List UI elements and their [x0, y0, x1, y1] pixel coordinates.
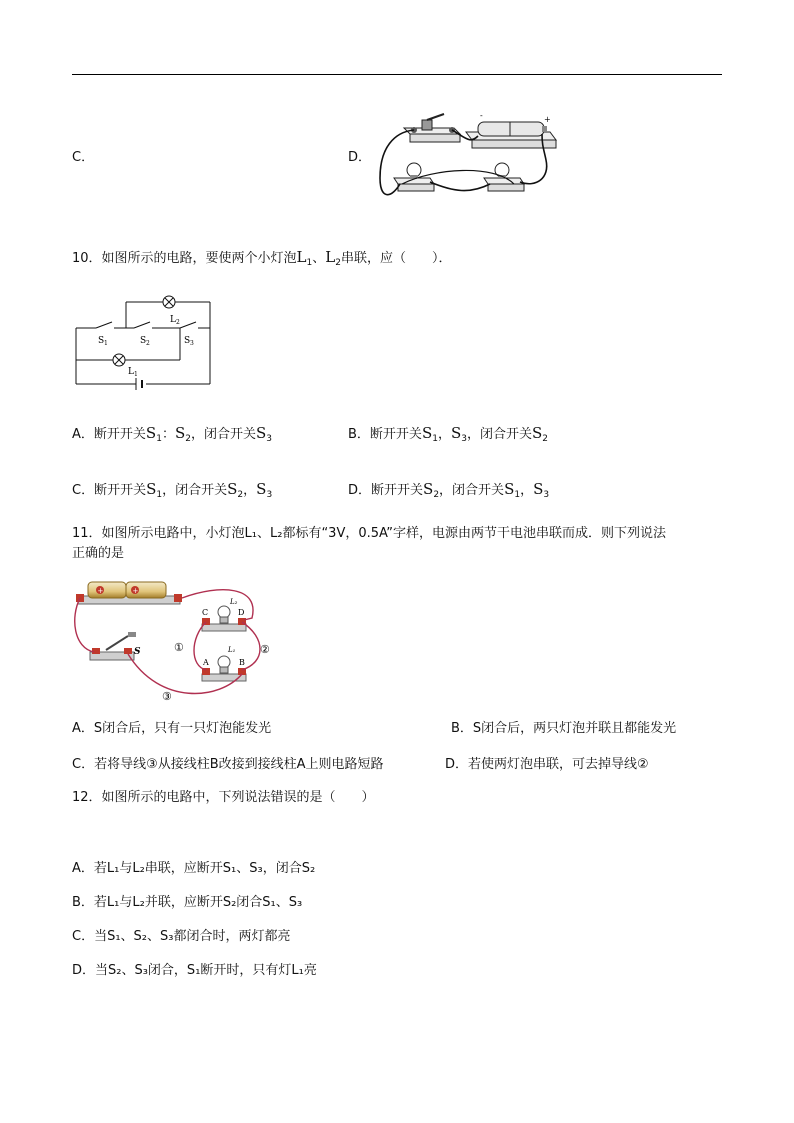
q10-circuit-diagram: [72, 292, 214, 390]
battery-minus-label: -: [480, 111, 483, 120]
wire-1-label: ①: [174, 641, 184, 654]
terminal-a: A: [203, 658, 209, 667]
q11-circuit-figure: [70, 578, 280, 708]
lamp-l2-label: L₂: [230, 598, 238, 606]
q12-option-d: D．当S₂、S₃闭合，S₁断开时，只有灯L₁亮: [72, 963, 317, 978]
label-s3: S: [184, 336, 191, 346]
q10-option-a: A．断开开关$S_1$：$S_2$，闭合开关$S_3$: [72, 424, 272, 444]
q10-stem: 10．如图所示的电路，要使两个小灯泡$L_1$、$L_2$串联，应（ ）．: [72, 248, 452, 268]
q10-option-b: B．断开开关$S_1$，$S_3$，闭合开关$S_2$: [348, 424, 549, 444]
label-s2-sub: 2: [146, 340, 150, 347]
q10-option-c: C．断开开关$S_1$，闭合开关$S_2$，$S_3$: [72, 480, 273, 500]
q12-option-b: B．若L₁与L₂并联，应断开S₂闭合S₁、S₃: [72, 895, 303, 910]
battery-plus-label: +: [544, 115, 551, 124]
q11-option-a: A．S闭合后，只有一只灯泡能发光: [72, 721, 272, 736]
switch-label: S: [134, 647, 141, 657]
lamp-l1-label: L₁: [228, 646, 236, 654]
label-s3-sub: 3: [190, 340, 194, 347]
q12-stem: 12．如图所示的电路中，下列说法错误的是（ ）: [72, 790, 375, 805]
q12-option-c: C．当S₁、S₂、S₃都闭合时，两灯都亮: [72, 929, 291, 944]
terminal-b: B: [239, 658, 245, 667]
q11-stem-line1: 11．如图所示电路中，小灯泡L₁、L₂都标有“3V，0.5A”字样，电源由两节干电池串联而成．则下列说法: [72, 526, 667, 541]
q9-option-c: C．: [72, 150, 95, 165]
wire-3-label: ③: [162, 690, 172, 703]
label-l1: L: [128, 367, 134, 377]
q11-stem-line2: 正确的是: [72, 546, 125, 561]
label-s1: S: [98, 336, 105, 346]
label-l1-sub: 1: [134, 371, 138, 378]
q9-option-d: D．: [348, 150, 372, 165]
label-l2: L: [170, 315, 176, 325]
q11-option-d: D．若使两灯泡串联，可去掉导线②: [445, 757, 649, 772]
q11-option-b: B．S闭合后，两只灯泡并联且都能发光: [451, 721, 677, 736]
header-rule: [72, 74, 722, 75]
label-s1-sub: 1: [104, 340, 108, 347]
label-s2: S: [140, 336, 147, 346]
wire-2-label: ②: [260, 643, 270, 656]
terminal-c: C: [202, 608, 209, 617]
q11-option-c: C．若将导线③从接线柱B改接到接线柱A上则电路短路: [72, 757, 384, 772]
q10-option-d: D．断开开关$S_2$，闭合开关$S_1$，$S_3$: [348, 480, 550, 500]
q9-figure-d: [374, 108, 560, 204]
q12-option-a: A．若L₁与L₂串联，应断开S₁、S₃，闭合S₂: [72, 861, 316, 876]
battery2-plus: +: [132, 587, 139, 595]
battery1-plus: +: [97, 587, 104, 595]
label-l2-sub: 2: [176, 319, 180, 326]
terminal-d: D: [238, 608, 245, 617]
